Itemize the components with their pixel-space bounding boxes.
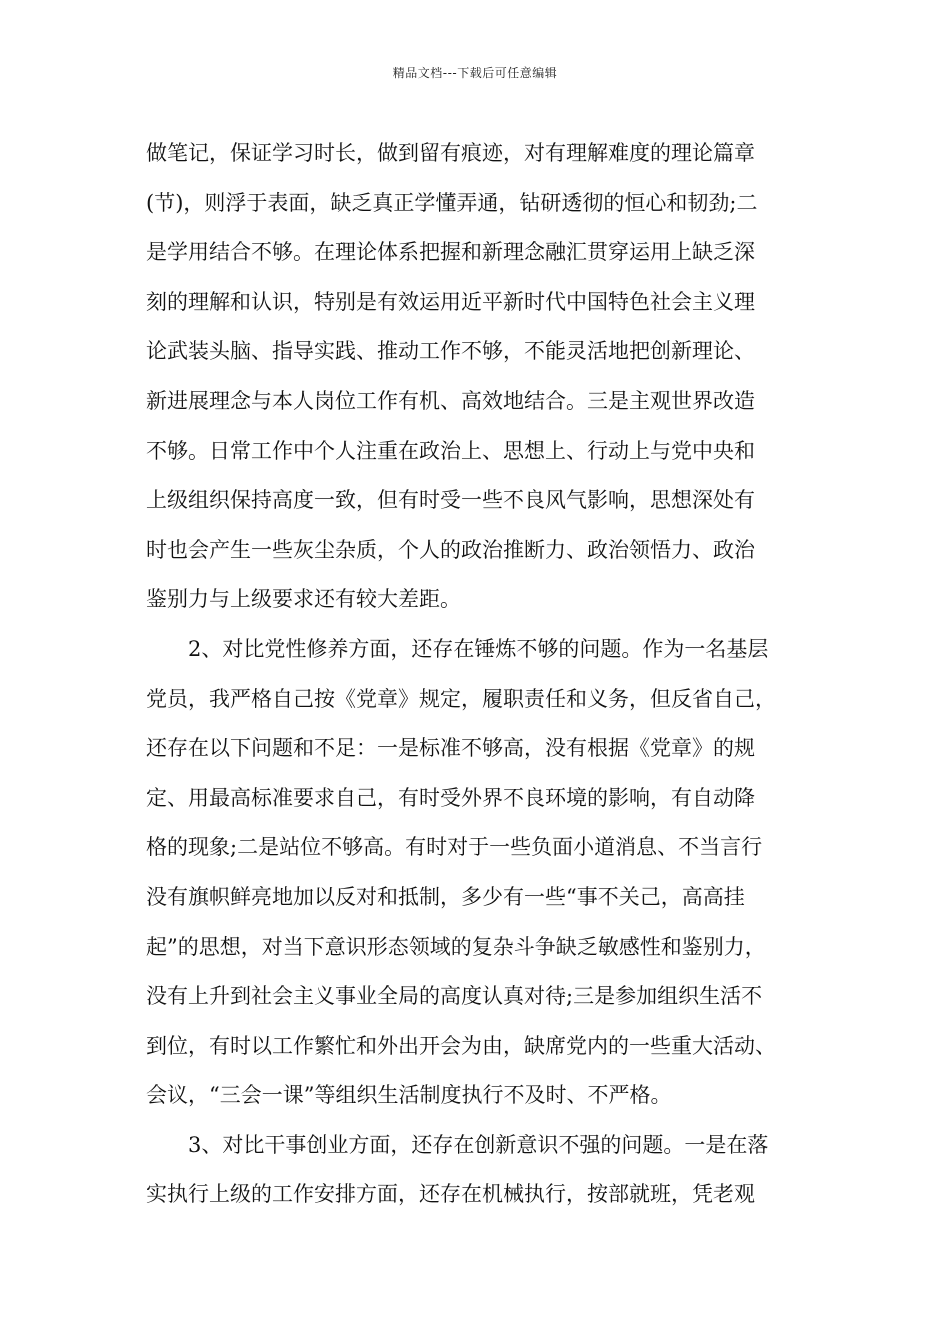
text-line: 实执行上级的工作安排方面，还存在机械执行，按部就班，凭老观 — [146, 1182, 755, 1207]
text-line: 鉴别力与上级要求还有较大差距。 — [146, 587, 461, 612]
text-line: 格的现象;二是站位不够高。有时对于一些负面小道消息、不当言行 — [146, 835, 763, 860]
text-line: 是学用结合不够。在理论体系把握和新理念融汇贯穿运用上缺乏深 — [146, 240, 755, 265]
text-line: 没有上升到社会主义事业全局的高度认真对待;三是参加组织生活不 — [146, 984, 763, 1009]
text-line: (节)，则浮于表面，缺乏真正学懂弄通，钻研透彻的恒心和韧劲;二 — [146, 190, 758, 215]
text-line: 刻的理解和认识，特别是有效运用近平新时代中国特色社会主义理 — [146, 289, 755, 314]
text-line: 新进展理念与本人岗位工作有机、高效地结合。三是主观世界改造 — [146, 388, 755, 413]
body-text — [146, 129, 826, 1220]
text-line: 论武装头脑、指导实践、推动工作不够，不能灵活地把创新理论、 — [146, 339, 755, 364]
page-header: 精品文档---下载后可任意编辑 — [392, 66, 558, 80]
paragraph-start-line: 2、对比党性修养方面，还存在锤炼不够的问题。作为一名基层 — [188, 636, 769, 661]
text-line: 会议，“三会一课”等组织生活制度执行不及时、不严格。 — [146, 1083, 672, 1108]
text-line: 到位，有时以工作繁忙和外出开会为由，缺席党内的一些重大活动、 — [146, 1033, 776, 1058]
text-line: 时也会产生一些灰尘杂质，个人的政治推断力、政治领悟力、政治 — [146, 537, 755, 562]
text-line: 还存在以下问题和不足：一是标准不够高，没有根据《党章》的规 — [146, 736, 755, 761]
text-line: 党员，我严格自己按《党章》规定，履职责任和义务，但反省自己， — [146, 686, 776, 711]
text-line: 做笔记，保证学习时长，做到留有痕迹，对有理解难度的理论篇章 — [146, 141, 755, 165]
text-line: 没有旗帜鲜亮地加以反对和抵制，多少有一些“事不关己，高高挂 — [146, 884, 745, 909]
paragraph-start-line: 3、对比干事创业方面，还存在创新意识不强的问题。一是在落 — [188, 1132, 769, 1157]
text-line: 定、用最高标准要求自己，有时受外界不良环境的影响，有自动降 — [146, 785, 755, 810]
text-line: 不够。日常工作中个人注重在政治上、思想上、行动上与党中央和 — [146, 438, 755, 463]
text-line: 上级组织保持高度一致，但有时受一些不良风气影响，思想深处有 — [146, 488, 755, 513]
text-line: 起”的思想，对当下意识形态领域的复杂斗争缺乏敏感性和鉴别力， — [146, 934, 766, 959]
